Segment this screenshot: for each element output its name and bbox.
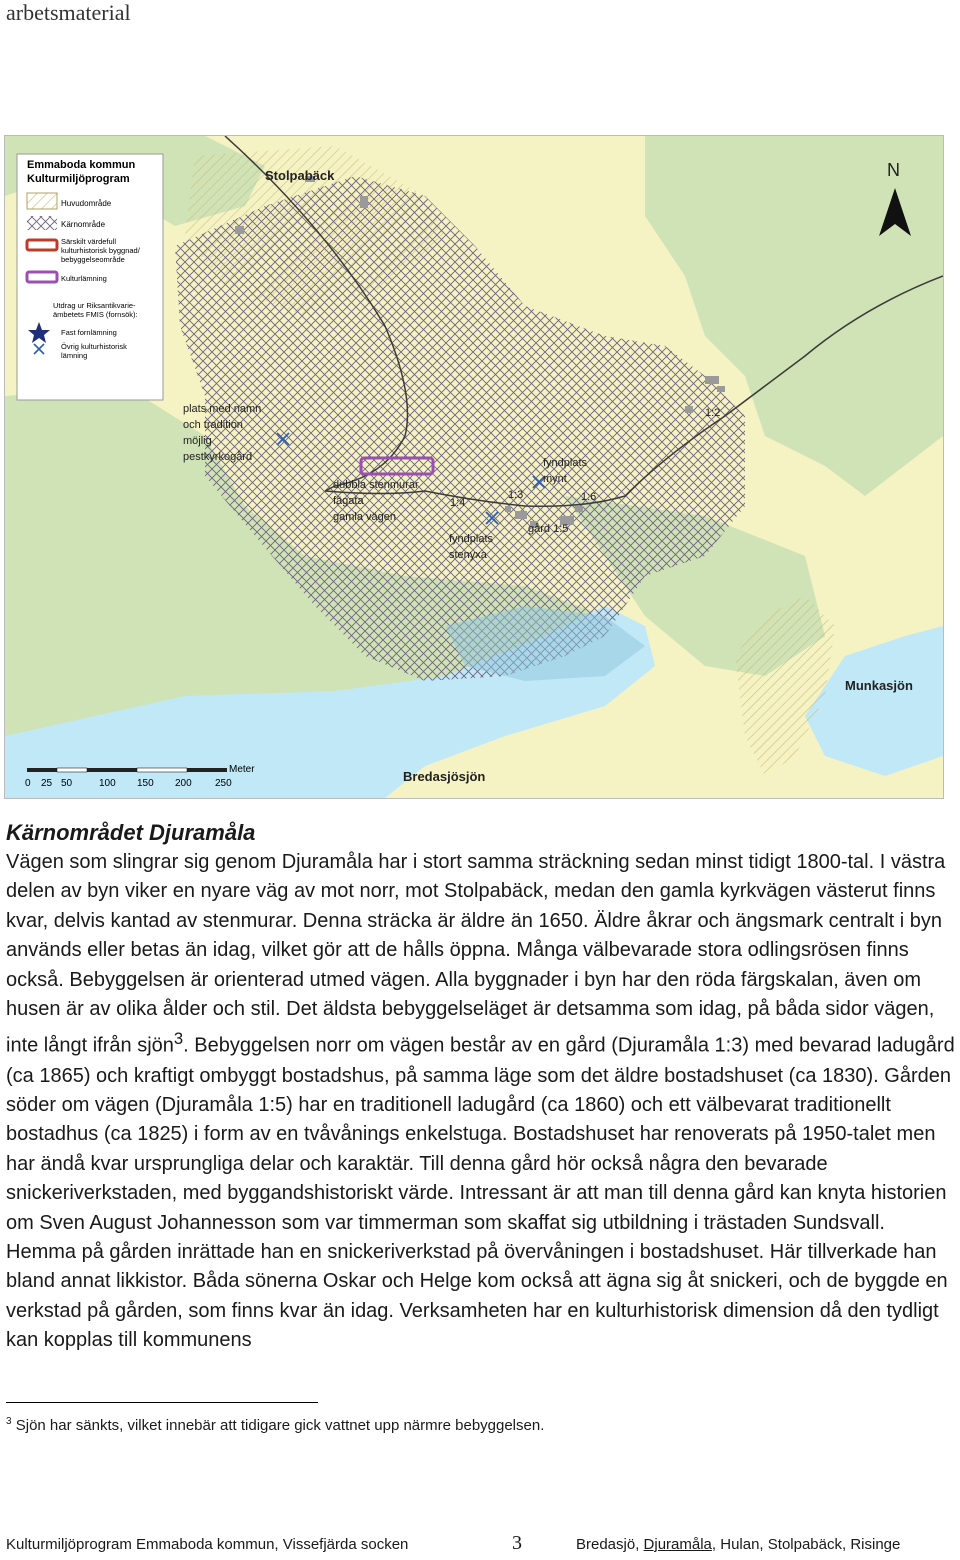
legend-title-2: Kulturmiljöprogram (27, 173, 130, 185)
legend-title-1: Emmaboda kommun (27, 159, 136, 171)
legend-item-valuable-3: bebyggelseområde (61, 255, 125, 264)
footnote-reference[interactable]: 3 (173, 1029, 184, 1049)
section-body (6, 848, 956, 1356)
place-munkasjon: Munkasjön (845, 678, 913, 693)
legend-item-main: Huvudområde (61, 199, 112, 208)
legend-swatch-main (27, 193, 57, 209)
footer-right (576, 1536, 900, 1553)
legend-item-remains: Kulturlämning (61, 274, 107, 283)
annotation-fynd-mynt-1: fyndplats (543, 457, 588, 469)
footnote-divider (6, 1402, 318, 1403)
annotation-pest-1: plats med namn (183, 403, 262, 415)
legend-item-valuable-1: Särskilt värdefull (61, 237, 117, 246)
section-heading: Kärnområdet Djuramåla (6, 820, 256, 845)
place-bredasjosjon: Bredasjösjön (403, 769, 486, 784)
legend-fmis-other-1: Övrig kulturhistorisk (61, 342, 127, 351)
legend-swatch-core (27, 216, 57, 230)
annotation-l13: 1:3 (508, 489, 524, 501)
legend-item-core: Kärnområde (61, 220, 106, 229)
scale-tick-25: 25 (41, 778, 53, 789)
north-label: N (887, 160, 900, 180)
annotation-l14: 1:4 (450, 497, 466, 509)
annotation-pest-3: möjlig (183, 435, 212, 447)
footnote (6, 1416, 544, 1434)
document-header-label: arbetsmaterial (6, 0, 131, 25)
legend-fmis-other-2: lämning (61, 351, 88, 360)
footer-right-a: Bredasjö, (576, 1536, 644, 1553)
annotation-stenmurar-1: dubbla stenmurar (333, 479, 419, 491)
scale-tick-100: 100 (99, 778, 116, 789)
map-figure (4, 135, 944, 799)
annotation-l16: 1:6 (581, 491, 597, 503)
annotation-stenmurar-2: fägata (333, 495, 364, 507)
scale-tick-50: 50 (61, 778, 73, 789)
annotation-gard15: gård 1:5 (528, 523, 569, 535)
footer-page-number: 3 (512, 1532, 522, 1554)
legend-item-valuable-2: kulturhistorisk byggnad/ (61, 246, 140, 255)
annotation-fynd-mynt-2: mynt (543, 473, 567, 485)
annotation-fynd-stenyxa-1: fyndplats (449, 533, 494, 545)
scale-tick-0: 0 (25, 778, 31, 789)
footer-right-c: , Hulan, Stolpabäck, Risinge (711, 1536, 901, 1553)
footer-right-current: Djuramåla (643, 1536, 712, 1553)
body-text-b: . Bebyggelsen norr om vägen består av en gård (Djuramåla 1:3) med bevarad ladugård (ca 1865) och kraftigt ombyggt bostadshus, på samma läge som det äldre bostadshuset (ca 1830). Gården söder om vägen (Djuramåla 1:5) har en traditionell ladugård (ca 1860) och ett välbevarat traditionellt bostadhus (ca 1825) i form av en tvåvånings enkelstuga. Bostadshuset har renoverats på 1950-talet men har ändå kvar ursprungliga delar och karaktär. Till denna gård hör också några den bevarade snickeriverkstaden, med byggandshistoriskt värde. Intressant är att man till denna gård kan knyta historien om Sven August Johannesson som var timmerman som skaffat sig utbildning i trästaden Sundsvall. Hemma på gården inrättade han en snickeriverkstad på övervåningen i bostadshuset. Här tillverkade han bland annat likkistor. Båda sönerna Oskar och Helge kom också att ägna sig åt snickeri, och de byggde en verkstad på gården, som finns kvar än idag. Verksamheten har en kulturhistorisk dimension då den tydligt kan kopplas till kommunens (6, 1035, 955, 1352)
footnote-text: Sjön har sänkts, vilket innebär att tidigare gick vattnet upp närmre bebyggelsen. (15, 1417, 545, 1434)
legend-fmis-title-2: ämbetets FMIS (fornsök): (53, 310, 138, 319)
annotation-l12: 1:2 (705, 407, 721, 419)
scale-unit: Meter (229, 764, 255, 775)
annotation-fynd-stenyxa-2: stenyxa (449, 549, 487, 561)
annotation-stenmurar-3: gamla vägen (333, 511, 396, 523)
scale-tick-250: 250 (215, 778, 232, 789)
scale-tick-150: 150 (137, 778, 154, 789)
body-text-a: Vägen som slingrar sig genom Djuramåla har i stort samma sträckning sedan minst tidigt 1800-tal. I västra delen av byn viker en nyare väg av mot norr, mot Stolpabäck, medan den gamla kyrkvägen västerut finns kvar, delvis kantad av stenmurar. Denna sträcka är äldre än 1650. Äldre åkrar och ängsmark centralt i byn används eller betas än idag, vilket gör att de hålls öppna. Många välbevarade stora odlingsrösen finns också. Bebyggelsen är orienterad utmed vägen. Alla byggnader i byn har den röda färgskalan, även om husen är av olika ålder och stil. Det äldsta bebyggelseläget är detsamma som idag, på båda sidor vägen, inte långt ifrån sjön (6, 851, 946, 1058)
footnote-number: 3 (6, 1416, 12, 1427)
place-stolpabacken: Stolpabäck (265, 168, 335, 183)
legend-fmis-fixed: Fast fornlämning (61, 328, 117, 337)
annotation-pest-2: och tradition (183, 419, 243, 431)
footer-left: Kulturmiljöprogram Emmaboda kommun, Vissefjärda socken (6, 1536, 409, 1553)
annotation-pest-4: pestkyrkogård (183, 451, 253, 463)
legend-fmis-title-1: Utdrag ur Riksantikvarie- (53, 301, 136, 310)
scale-tick-200: 200 (175, 778, 192, 789)
